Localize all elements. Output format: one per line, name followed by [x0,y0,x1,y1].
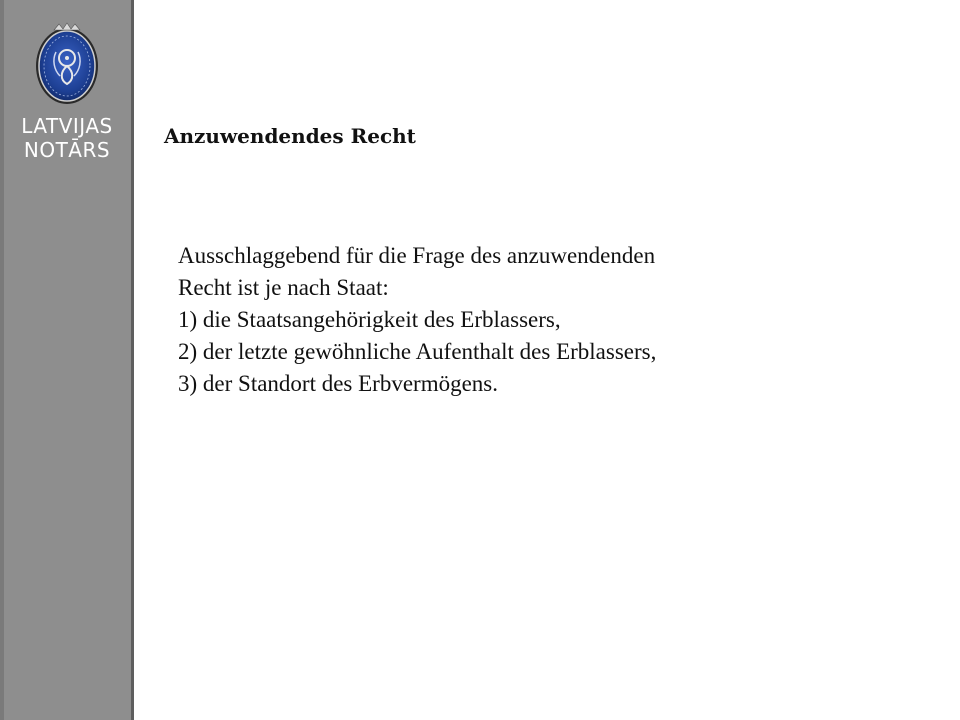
body-line-1: Ausschlaggebend für die Frage des anzuwendenden [178,243,656,268]
notary-emblem-icon [32,22,102,106]
slide-body [178,240,878,400]
slide-title: Anzuwendendes Recht [164,124,416,148]
sidebar [0,0,134,720]
logo-text-line2: NOTĀRS [23,138,111,162]
body-line-2: Recht ist je nach Staat: [178,275,389,300]
body-line-5: 3) der Standort des Erbvermögens. [178,371,499,396]
logo-text-line1: LATVIJAS [21,114,113,138]
body-line-4: 2) der letzte gewöhnliche Aufenthalt des Erblassers, [178,339,657,364]
body-line-3: 1) die Staatsangehörigkeit des Erblassers, [178,307,561,332]
sidebar-edge [0,0,4,720]
